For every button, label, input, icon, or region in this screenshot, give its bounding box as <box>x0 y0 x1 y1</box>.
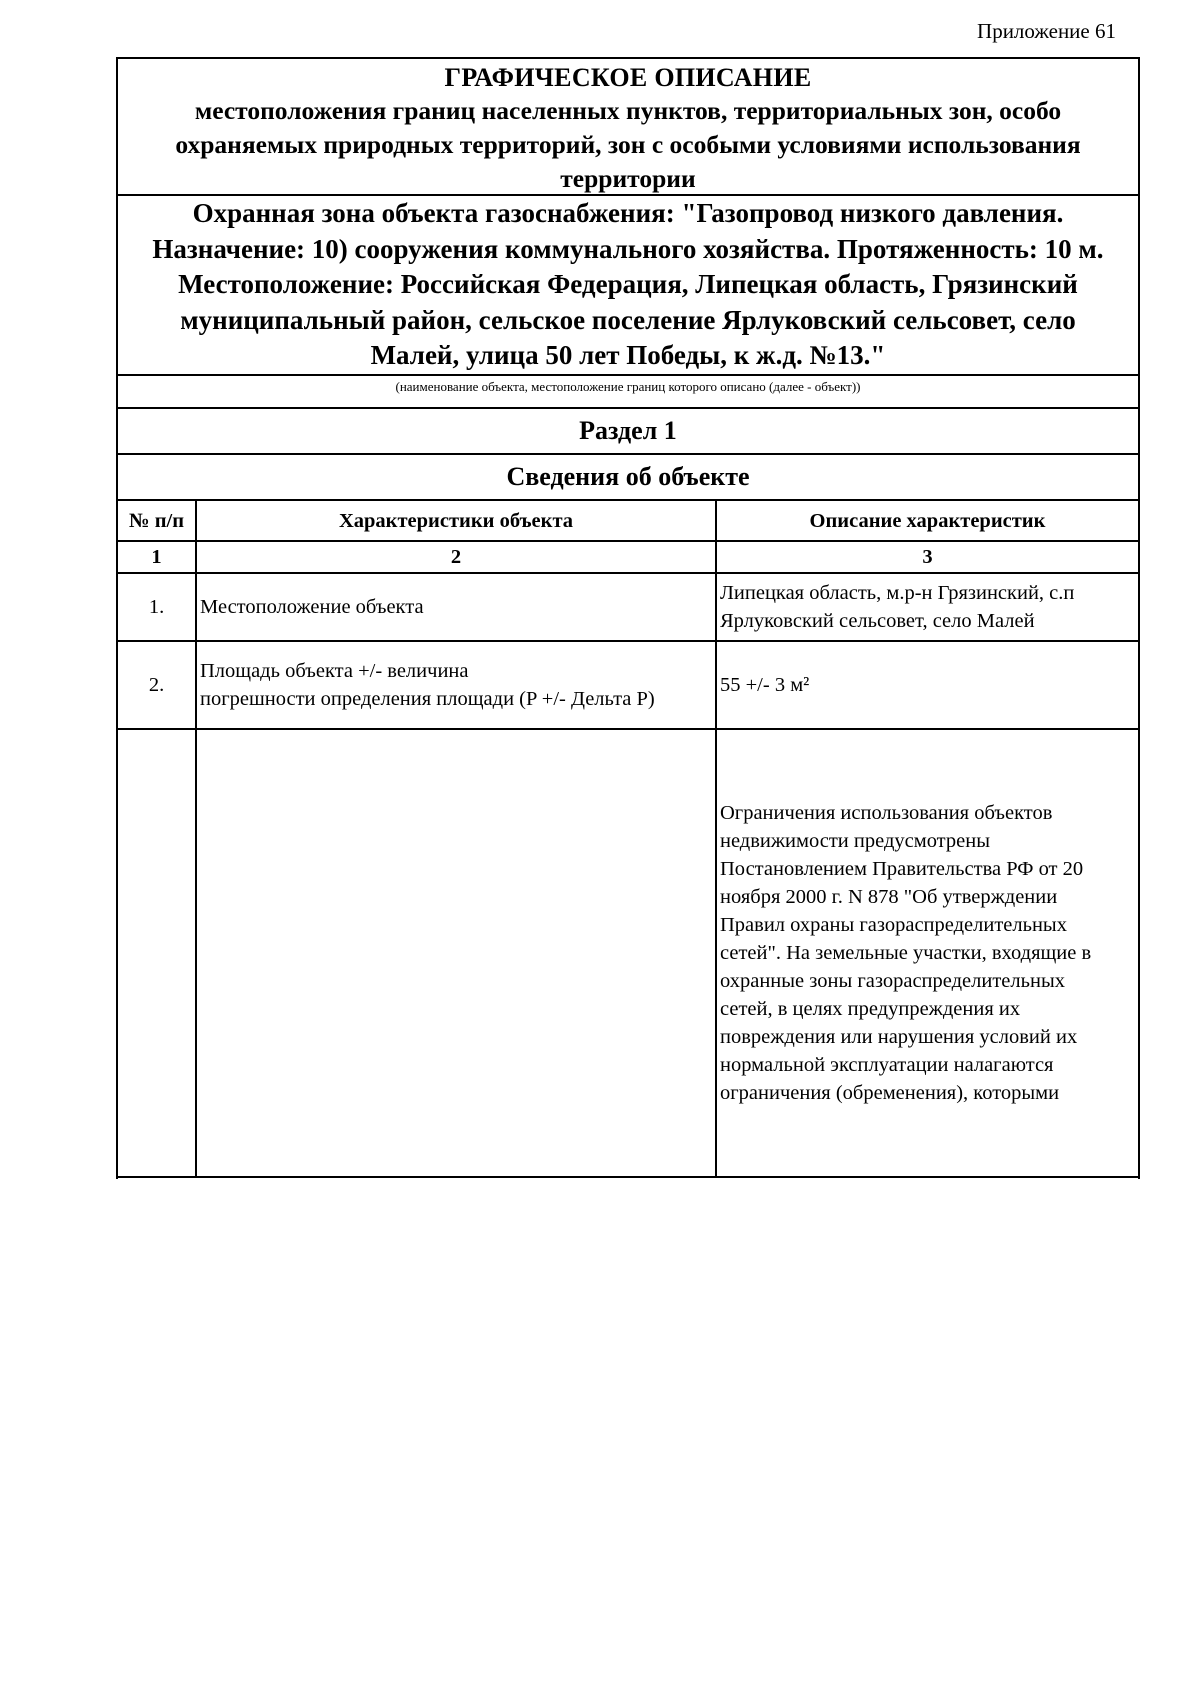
description-line: Липецкая область, м.р-н Грязинский, с.п <box>720 582 1075 604</box>
object-name-line: муниципальный район, сельское поселение Ярлуковский сельсовет, село <box>180 304 1076 335</box>
header-number: № п/п <box>118 501 196 541</box>
restriction-text <box>720 799 1135 1107</box>
description-line: ограничения (обременения), которыми <box>720 1082 1060 1104</box>
row-number: 2. <box>118 641 196 729</box>
row-number: 1. <box>118 573 196 641</box>
row-description <box>716 729 1138 1177</box>
column-number: 2 <box>196 541 716 573</box>
table-row <box>118 641 1138 729</box>
form-header <box>118 59 1138 196</box>
description-line: сетей". На земельные участки, входящие в <box>720 942 1092 964</box>
object-caption: (наименование объекта, местоположение границ которого описано (далее - объект)) <box>118 376 1138 409</box>
section-title: Раздел 1 <box>118 409 1138 455</box>
description-line: Правил охраны газораспределительных <box>720 914 1067 936</box>
description-line: Постановлением Правительства РФ от 20 <box>720 858 1084 880</box>
form-title: ГРАФИЧЕСКОЕ ОПИСАНИЕ <box>444 63 812 92</box>
appendix-label: Приложение 61 <box>977 19 1116 43</box>
object-info-table <box>118 501 1138 1178</box>
object-name-line: Охранная зона объекта газоснабжения: "Газопровод низкого давления. <box>192 198 1064 228</box>
characteristic-line: Площадь объекта +/- величина <box>200 660 469 682</box>
column-number-row <box>118 541 1138 573</box>
row-characteristic <box>196 641 716 729</box>
object-name-line: Назначение: 10) сооружения коммунального хозяйства. Протяженность: 10 м. <box>152 233 1104 264</box>
column-number: 3 <box>716 541 1138 573</box>
description-line: сетей, в целях предупреждения их <box>720 998 1021 1020</box>
object-name <box>118 196 1138 376</box>
section-subtitle: Сведения об объекте <box>118 455 1138 501</box>
table-header-row <box>118 501 1138 541</box>
column-number: 1 <box>118 541 196 573</box>
row-characteristic: Местоположение объекта <box>196 573 716 641</box>
graphic-description-form <box>116 57 1140 1179</box>
header-characteristic: Характеристики объекта <box>196 501 716 541</box>
description-line: нормальной эксплуатации налагаются <box>720 1054 1054 1076</box>
description-line: ноября 2000 г. N 878 "Об утверждении <box>720 886 1058 908</box>
row-number <box>118 729 196 1177</box>
table-row <box>118 729 1138 1177</box>
object-name-line: Местоположение: Российская Федерация, Липецкая область, Грязинский <box>178 269 1078 299</box>
form-subtitle-line: охраняемых природных территорий, зон с особыми условиями использования <box>175 130 1081 159</box>
row-characteristic <box>196 729 716 1177</box>
row-description <box>716 573 1138 641</box>
description-line: повреждения или нарушения условий их <box>720 1026 1078 1048</box>
characteristic-line: погрешности определения площади (P +/- Дельта P) <box>200 688 655 710</box>
form-subtitle-line: территории <box>560 164 696 193</box>
header-description: Описание характеристик <box>716 501 1138 541</box>
form-subtitle-line: местоположения границ населенных пунктов, территориальных зон, особо <box>194 96 1062 125</box>
object-name-line: Малей, улица 50 лет Победы, к ж.д. №13." <box>370 340 886 370</box>
row-description: 55 +/- 3 м² <box>716 641 1138 729</box>
description-line: Ярлуковский сельсовет, село Малей <box>720 610 1035 632</box>
table-row <box>118 573 1138 641</box>
description-line: Ограничения использования объектов <box>720 802 1053 824</box>
description-line: охранные зоны газораспределительных <box>720 970 1065 992</box>
description-line: недвижимости предусмотрены <box>720 830 990 852</box>
